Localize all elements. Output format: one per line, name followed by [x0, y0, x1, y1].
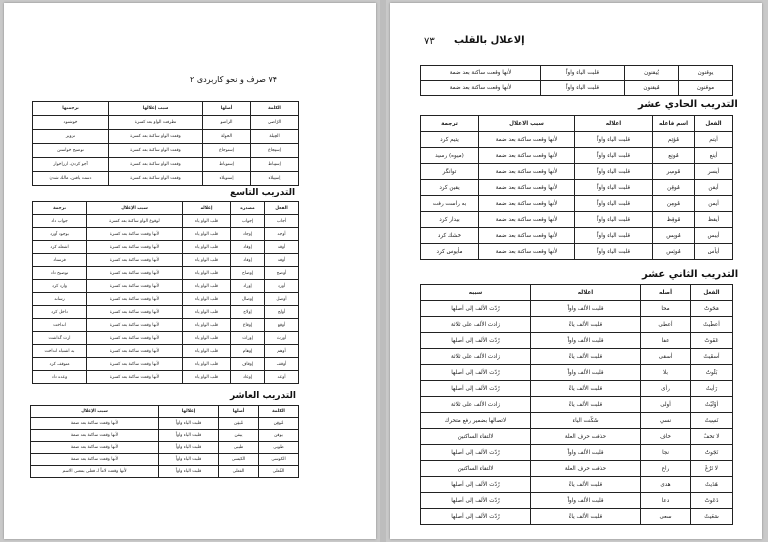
- table-cell: موقنون: [679, 81, 733, 96]
- column-header: سبب الإعلال: [87, 202, 183, 215]
- table-cell: لأنها وقعت ساكنة بعد ضمة: [31, 418, 159, 430]
- table-cell: إوفاد: [231, 254, 265, 267]
- table-cell: قلبت الألف واواً: [531, 445, 641, 461]
- table-cell: رُدّت الألف إلى أصلها: [421, 477, 531, 493]
- table-cell: زادت الألف على ثلاثة: [421, 317, 531, 333]
- table-cell: لأنها وقعت ساكنة بعد ضمة: [31, 442, 159, 454]
- table-row: [33, 241, 299, 254]
- table-cell: لأنها وقعت ساكنة بعد كسرة: [87, 241, 183, 254]
- exercise-9-table: [32, 201, 299, 384]
- table-cell: رُدّت الألف إلى أصلها: [421, 493, 531, 509]
- table-cell: اِستِبلاء: [251, 172, 299, 186]
- table-cell: أسقَيتُ: [691, 349, 733, 365]
- table-cell: وقعت الواو ساكنة بعد كسرة: [109, 158, 203, 172]
- table-cell: يقين كرد: [421, 180, 479, 196]
- table-cell: انداخت: [33, 319, 87, 332]
- table-cell: مَحَوتُ: [691, 301, 733, 317]
- table-cell: قلب الواو ياء: [183, 228, 231, 241]
- table-cell: رساند: [33, 293, 87, 306]
- table-cell: مُونِع: [653, 148, 695, 164]
- exercise-11-title: التدريب الحادي عشر: [638, 99, 738, 110]
- table-cell: قلبت الألف واواً: [531, 301, 641, 317]
- table-cell: قلبت الألف ياءً: [531, 397, 641, 413]
- table-cell: قلب الواو ياء: [183, 293, 231, 306]
- table-cell: لالتقاء الساكنين: [421, 429, 531, 445]
- table-cell: خاف: [641, 429, 691, 445]
- table-cell: قلب الواو ياء: [183, 371, 231, 384]
- table-cell: رُدّت الألف إلى أصلها: [421, 301, 531, 317]
- table-cell: لالتقاء الساكنين: [421, 461, 531, 477]
- table-cell: الحوِلة: [203, 130, 251, 144]
- table-cell: به راست رفت: [421, 196, 479, 212]
- table-header-row: [421, 116, 733, 132]
- table-cell: لأنها وقعت ساكنة بعد ضمة: [479, 164, 575, 180]
- table-cell: رُدّت الألف إلى أصلها: [421, 333, 531, 349]
- table-cell: قلبت الياء واواً: [575, 164, 653, 180]
- table-cell: أعطَيتُ: [691, 317, 733, 333]
- table-cell: لأنها وقعت ساكنة بعد كسرة: [87, 319, 183, 332]
- table-cell: أوهم: [265, 345, 299, 358]
- table-cell: أورث: [265, 332, 299, 345]
- table-cell: يوقن: [259, 430, 299, 442]
- table-row: [31, 442, 299, 454]
- table-cell: اشعله كرد: [33, 241, 87, 254]
- table-cell: إوراث: [231, 332, 265, 345]
- table-row: [421, 148, 733, 164]
- table-row: [421, 244, 733, 260]
- table-cell: آجو كردن، ازراخوار: [33, 158, 109, 172]
- table-cell: قلب الواو ياء: [183, 306, 231, 319]
- column-header: ترجمتها: [33, 102, 109, 116]
- table-cell: أجاب: [265, 215, 299, 228]
- table-cell: فرستاد: [33, 254, 87, 267]
- column-header: إعلالها: [159, 406, 219, 418]
- table-cell: لوقوع الواو ساكنة بعد كسرة: [87, 215, 183, 228]
- table-row: [421, 397, 733, 413]
- table-cell: جواب داد: [33, 215, 87, 228]
- table-cell: لأنها وقعت ساكنة بعد كسرة: [87, 254, 183, 267]
- table-cell: بلا: [641, 365, 691, 381]
- table-cell: زادت الألف على ثلاثة: [421, 349, 531, 365]
- table-cell: رَأيتُ: [691, 381, 733, 397]
- table-cell: لأنها وقعت ساكنة بعد ضمة: [31, 430, 159, 442]
- table-cell: (ميوه) رسيد: [421, 148, 479, 164]
- table-cell: قلب الواو ياء: [183, 280, 231, 293]
- table-row: [421, 317, 733, 333]
- right-page: [390, 3, 762, 539]
- table-cell: مُوقِن: [259, 418, 299, 430]
- table-cell: نجا: [641, 445, 691, 461]
- table-cell: رُدّت الألف إلى أصلها: [421, 445, 531, 461]
- table-cell: قلبت الألف واواً: [531, 493, 641, 509]
- column-header: أصلها: [219, 406, 259, 418]
- table-cell: وقعت الواو ساكنة بعد كسرة: [109, 144, 203, 158]
- column-header: الكلمة: [251, 102, 299, 116]
- table-cell: لا تخفْ: [691, 429, 733, 445]
- table-cell: رُدّت الألف إلى أصلها: [421, 365, 531, 381]
- table-cell: إوعاد: [231, 371, 265, 384]
- table-cell: وارد كرد: [33, 280, 87, 293]
- table-cell: لاتصالها بضمير رفع متحرك: [421, 413, 531, 429]
- table-cell: لأنها وقعت ساكنة بعد كسرة: [87, 280, 183, 293]
- table-cell: قلب الواو ياء: [183, 332, 231, 345]
- exercise-9-title: التدريب التاسع: [230, 188, 296, 198]
- table-cell: قلبت الياء واواً: [575, 148, 653, 164]
- table-cell: اِستِجاع: [251, 144, 299, 158]
- table-row: [33, 371, 299, 384]
- table-cell: قلبت الياء واواً: [575, 196, 653, 212]
- table-row: [421, 381, 733, 397]
- page-number: ۷۳: [424, 36, 435, 47]
- table-cell: قلبت الياء واواً: [159, 466, 219, 478]
- table-cell: مأيوس كرد: [421, 244, 479, 260]
- table-cell: مُوبِس: [653, 228, 695, 244]
- column-header: اسم فاعله: [653, 116, 695, 132]
- table-cell: توضيح خواستن: [33, 144, 109, 158]
- table-cell: رُدّت الألف إلى أصلها: [421, 509, 531, 525]
- table-cell: داخل كرد: [33, 306, 87, 319]
- table-cell: اِستِباط: [251, 158, 299, 172]
- table-cell: أيأس: [695, 244, 733, 260]
- table-cell: أيتم: [695, 132, 733, 148]
- table-cell: أوعد: [265, 371, 299, 384]
- table-cell: طيبى: [219, 442, 259, 454]
- table-cell: إوصال: [231, 293, 265, 306]
- table-cell: اِستوباط: [203, 158, 251, 172]
- table-cell: إوراد: [231, 280, 265, 293]
- exercise-10-table: [30, 405, 299, 478]
- table-cell: اِستوبلاء: [203, 172, 251, 186]
- table-cell: أولج: [265, 306, 299, 319]
- table-cell: يُيقنون: [625, 66, 679, 81]
- table-row: [421, 461, 733, 477]
- table-row: [33, 144, 299, 158]
- table-cell: مُوقِظ: [653, 212, 695, 228]
- exercise-12-title: التدريب الثاني عشر: [642, 269, 739, 280]
- table-cell: قلبت الألف ياءً: [531, 317, 641, 333]
- table-cell: متوقف كرد: [33, 358, 87, 371]
- table-cell: قلب الواو ياء: [183, 215, 231, 228]
- table-row: [421, 132, 733, 148]
- table-cell: الكوسى: [259, 454, 299, 466]
- table-cell: قلب الواو ياء: [183, 345, 231, 358]
- table-cell: سَعَيتُ: [691, 509, 733, 525]
- exercise-11-table: [420, 115, 733, 260]
- table-cell: اِستوجاع: [203, 144, 251, 158]
- table-cell: أوصل: [265, 293, 299, 306]
- table-cell: لأنها وقعت ساكنة بعد كسرة: [87, 332, 183, 345]
- table-cell: قلبت الياء واواً: [575, 212, 653, 228]
- table-cell: لأنها وقعت ساكنة بعد كسرة: [87, 267, 183, 280]
- table-cell: قلبت الياء واواً: [159, 454, 219, 466]
- table-row: [421, 301, 733, 317]
- table-row: [421, 180, 733, 196]
- table-cell: توانگر: [421, 164, 479, 180]
- table-cell: بوجود آورد: [33, 228, 87, 241]
- table-cell: إوقاف: [231, 358, 265, 371]
- table-row: [421, 365, 733, 381]
- table-cell: عفا: [641, 333, 691, 349]
- table-row: [421, 413, 733, 429]
- table-cell: محا: [641, 301, 691, 317]
- table-cell: لا تَرُعْ: [691, 461, 733, 477]
- page-gutter: [380, 0, 386, 542]
- table-cell: قلبت الياء واواً: [575, 228, 653, 244]
- table-cell: حذفت حرف العلة: [531, 461, 641, 477]
- table-row: [421, 81, 733, 96]
- table-cell: توضيح داد: [33, 267, 87, 280]
- table-row: [421, 333, 733, 349]
- table-cell: إوقاع: [231, 319, 265, 332]
- table-row: [33, 293, 299, 306]
- table-cell: بَلَوتُ: [691, 365, 733, 381]
- table-cell: مُيقنون: [625, 81, 679, 96]
- chapter-header: إلاعلال بالقلب: [454, 35, 525, 46]
- table-row: [31, 466, 299, 478]
- table-row: [421, 445, 733, 461]
- table-cell: أيقن: [695, 180, 733, 196]
- table-cell: ييقن: [219, 430, 259, 442]
- table-cell: أوجد: [265, 228, 299, 241]
- column-header: مصدره: [231, 202, 265, 215]
- table-cell: أعطى: [641, 317, 691, 333]
- table-header-row: [31, 406, 299, 418]
- table-cell: سُكّنت الياء: [531, 413, 641, 429]
- exercise-10-title: التدريب العاشر: [230, 391, 296, 401]
- table-cell: أسقى: [641, 349, 691, 365]
- table-cell: أيقظ: [695, 212, 733, 228]
- table-cell: حذفت حرف العلة: [531, 429, 641, 445]
- table-row: [421, 66, 733, 81]
- table-row: [33, 319, 299, 332]
- table-cell: قلبت الألف ياءً: [531, 349, 641, 365]
- table-row: [33, 358, 299, 371]
- table-cell: نَسِيتُ: [691, 413, 733, 429]
- table-cell: مُوقِن: [653, 180, 695, 196]
- table-cell: قلبت الياء واواً: [575, 244, 653, 260]
- table-cell: قلبت الياء واواً: [159, 442, 219, 454]
- table-cell: لأنها وقعت ساكنة بعد ضمة: [479, 228, 575, 244]
- table-cell: به اشتباه انداخت: [33, 345, 87, 358]
- table-cell: أيبس: [695, 228, 733, 244]
- table-cell: أيمن: [695, 196, 733, 212]
- table-row: [33, 215, 299, 228]
- table-row: [33, 254, 299, 267]
- table-row: [33, 158, 299, 172]
- table-cell: ارث گذاشت: [33, 332, 87, 345]
- column-header: أصلها: [203, 102, 251, 116]
- table-cell: أوفد: [265, 254, 299, 267]
- table-cell: الحِيلة: [251, 130, 299, 144]
- table-row: [421, 493, 733, 509]
- table-cell: وعده داد: [33, 371, 87, 384]
- right-top-table: [420, 65, 733, 96]
- table-cell: قلب الواو ياء: [183, 358, 231, 371]
- table-cell: لأنها وقعت ساكنة بعد ضمة: [479, 132, 575, 148]
- table-cell: قلبت الياء واواً: [541, 66, 625, 81]
- table-cell: قلبت الياء واواً: [575, 180, 653, 196]
- column-header: الفعل: [265, 202, 299, 215]
- table-cell: وقعت الواو ساكنة بعد كسرة: [109, 172, 203, 186]
- table-cell: مُيقِن: [219, 418, 259, 430]
- table-cell: لأنها وقعت لاماً لـ فعلى بمعنى الاسم: [31, 466, 159, 478]
- table-cell: رُدّت الألف إلى أصلها: [421, 381, 531, 397]
- table-cell: أورد: [265, 280, 299, 293]
- table-row: [421, 509, 733, 525]
- table-cell: الفعلى: [219, 466, 259, 478]
- table-row: [33, 280, 299, 293]
- table-cell: يوقنون: [679, 66, 733, 81]
- table-cell: قلبت الياء واواً: [159, 418, 219, 430]
- table-cell: أوقف: [265, 358, 299, 371]
- table-row: [421, 477, 733, 493]
- table-cell: يتيم كرد: [421, 132, 479, 148]
- table-cell: قلبت الياء واواً: [159, 430, 219, 442]
- table-cell: لأنها وقعت ساكنة بعد كسرة: [87, 345, 183, 358]
- table-cell: إوجاد: [231, 228, 265, 241]
- table-row: [421, 212, 733, 228]
- table-cell: عَفَوتُ: [691, 333, 733, 349]
- table-row: [421, 228, 733, 244]
- column-header: الفعل: [695, 116, 733, 132]
- table-cell: رأى: [641, 381, 691, 397]
- table-cell: لأنها وقعت ساكنة بعد ضمة: [421, 66, 541, 81]
- table-row: [421, 429, 733, 445]
- column-header: سببه: [421, 285, 531, 301]
- column-header: الكلمة: [259, 406, 299, 418]
- left-page: [4, 3, 376, 539]
- table-row: [421, 196, 733, 212]
- table-cell: قلبت الألف ياءً: [531, 381, 641, 397]
- table-cell: إولاج: [231, 306, 265, 319]
- column-header: سبب الإعلال: [31, 406, 159, 418]
- table-cell: لأنها وقعت ساكنة بعد ضمة: [479, 212, 575, 228]
- table-cell: أولى: [641, 397, 691, 413]
- table-cell: دَعَوتُ: [691, 493, 733, 509]
- table-cell: قلب الواو ياء: [183, 241, 231, 254]
- table-cell: راع: [641, 461, 691, 477]
- table-cell: لأنها وقعت ساكنة بعد ضمة: [421, 81, 541, 96]
- table-row: [421, 164, 733, 180]
- table-cell: إوضاح: [231, 267, 265, 280]
- table-cell: مُومِن: [653, 196, 695, 212]
- table-row: [33, 332, 299, 345]
- table-row: [33, 116, 299, 130]
- table-cell: إجواب: [231, 215, 265, 228]
- table-cell: أوقع: [265, 319, 299, 332]
- table-cell: قلبت الياء واواً: [575, 132, 653, 148]
- table-cell: نسي: [641, 413, 691, 429]
- table-cell: لأنها وقعت ساكنة بعد ضمة: [479, 244, 575, 260]
- table-cell: إوهام: [231, 345, 265, 358]
- table-cell: طوبى: [259, 442, 299, 454]
- table-cell: هدى: [641, 477, 691, 493]
- table-cell: قلبت الياء واواً: [541, 81, 625, 96]
- table-cell: لأنها وقعت ساكنة بعد ضمة: [479, 148, 575, 164]
- column-header: أصله: [641, 285, 691, 301]
- table-cell: قلب الواو ياء: [183, 319, 231, 332]
- column-header: ترجمة: [33, 202, 87, 215]
- table-cell: قلبت الألف ياءً: [531, 477, 641, 493]
- table-cell: أوضح: [265, 267, 299, 280]
- column-header: سبب الاعلال: [479, 116, 575, 132]
- left-page-header: ۷۴ صرف و نحو کاربردی ۲: [190, 75, 278, 84]
- table-header-row: [33, 102, 299, 116]
- table-cell: قلبت الألف واواً: [531, 365, 641, 381]
- exercise-12-table: [420, 284, 733, 525]
- column-header: اعلاله: [531, 285, 641, 301]
- table-row: [33, 306, 299, 319]
- table-cell: لأنها وقعت ساكنة بعد كسرة: [87, 228, 183, 241]
- table-cell: لأنها وقعت ساكنة بعد كسرة: [87, 371, 183, 384]
- table-cell: دعا: [641, 493, 691, 509]
- table-row: [33, 172, 299, 186]
- table-cell: زادت الألف على ثلاثة: [421, 397, 531, 413]
- table-row: [421, 349, 733, 365]
- table-cell: الفُعلى: [259, 466, 299, 478]
- table-cell: لأنها وقعت ساكنة بعد ضمة: [479, 196, 575, 212]
- table-cell: تطرفت الواو بعد كسرة: [109, 116, 203, 130]
- table-cell: مُؤتِم: [653, 132, 695, 148]
- table-cell: أوقد: [265, 241, 299, 254]
- table-cell: أوْلَيْتُ: [691, 397, 733, 413]
- table-cell: قلبت الألف واواً: [531, 333, 641, 349]
- table-row: [31, 418, 299, 430]
- table-cell: لأنها وقعت ساكنة بعد كسرة: [87, 306, 183, 319]
- table-cell: خوشنود: [33, 116, 109, 130]
- table-cell: إوقاد: [231, 241, 265, 254]
- table-cell: لأنها وقعت ساكنة بعد ضمة: [31, 454, 159, 466]
- table-cell: مُوئِس: [653, 244, 695, 260]
- column-header: الفعل: [691, 285, 733, 301]
- table-cell: سعى: [641, 509, 691, 525]
- table-row: [33, 228, 299, 241]
- table-cell: لأنها وقعت ساكنة بعد ضمة: [479, 180, 575, 196]
- table-row: [33, 130, 299, 144]
- table-row: [31, 454, 299, 466]
- table-cell: الكيسى: [219, 454, 259, 466]
- table-cell: وقعت الواو ساكنة بعد كسرة: [109, 130, 203, 144]
- table-cell: بيدار كرد: [421, 212, 479, 228]
- table-header-row: [421, 285, 733, 301]
- column-header: إعلاله: [183, 202, 231, 215]
- table-cell: قلبت الألف ياءً: [531, 509, 641, 525]
- table-cell: خشك كرد: [421, 228, 479, 244]
- table-cell: قلب الواو ياء: [183, 254, 231, 267]
- table-cell: الراضو: [203, 116, 251, 130]
- left-top-table: [32, 101, 299, 186]
- table-cell: هَدَيتُ: [691, 477, 733, 493]
- table-cell: أيسر: [695, 164, 733, 180]
- column-header: ترجمة: [421, 116, 479, 132]
- table-cell: أينع: [695, 148, 733, 164]
- table-cell: قلب الواو ياء: [183, 267, 231, 280]
- table-cell: الرّاضي: [251, 116, 299, 130]
- table-cell: مُوسِر: [653, 164, 695, 180]
- table-header-row: [33, 202, 299, 215]
- table-cell: دست يافتن، مالك شدن: [33, 172, 109, 186]
- table-row: [33, 345, 299, 358]
- table-row: [33, 267, 299, 280]
- column-header: سبب إعلالها: [109, 102, 203, 116]
- table-row: [31, 430, 299, 442]
- table-cell: نَجَوتُ: [691, 445, 733, 461]
- table-cell: لأنها وقعت ساكنة بعد كسرة: [87, 358, 183, 371]
- table-cell: تزوير: [33, 130, 109, 144]
- column-header: اعلاله: [575, 116, 653, 132]
- table-cell: لأنها وقعت ساكنة بعد كسرة: [87, 293, 183, 306]
